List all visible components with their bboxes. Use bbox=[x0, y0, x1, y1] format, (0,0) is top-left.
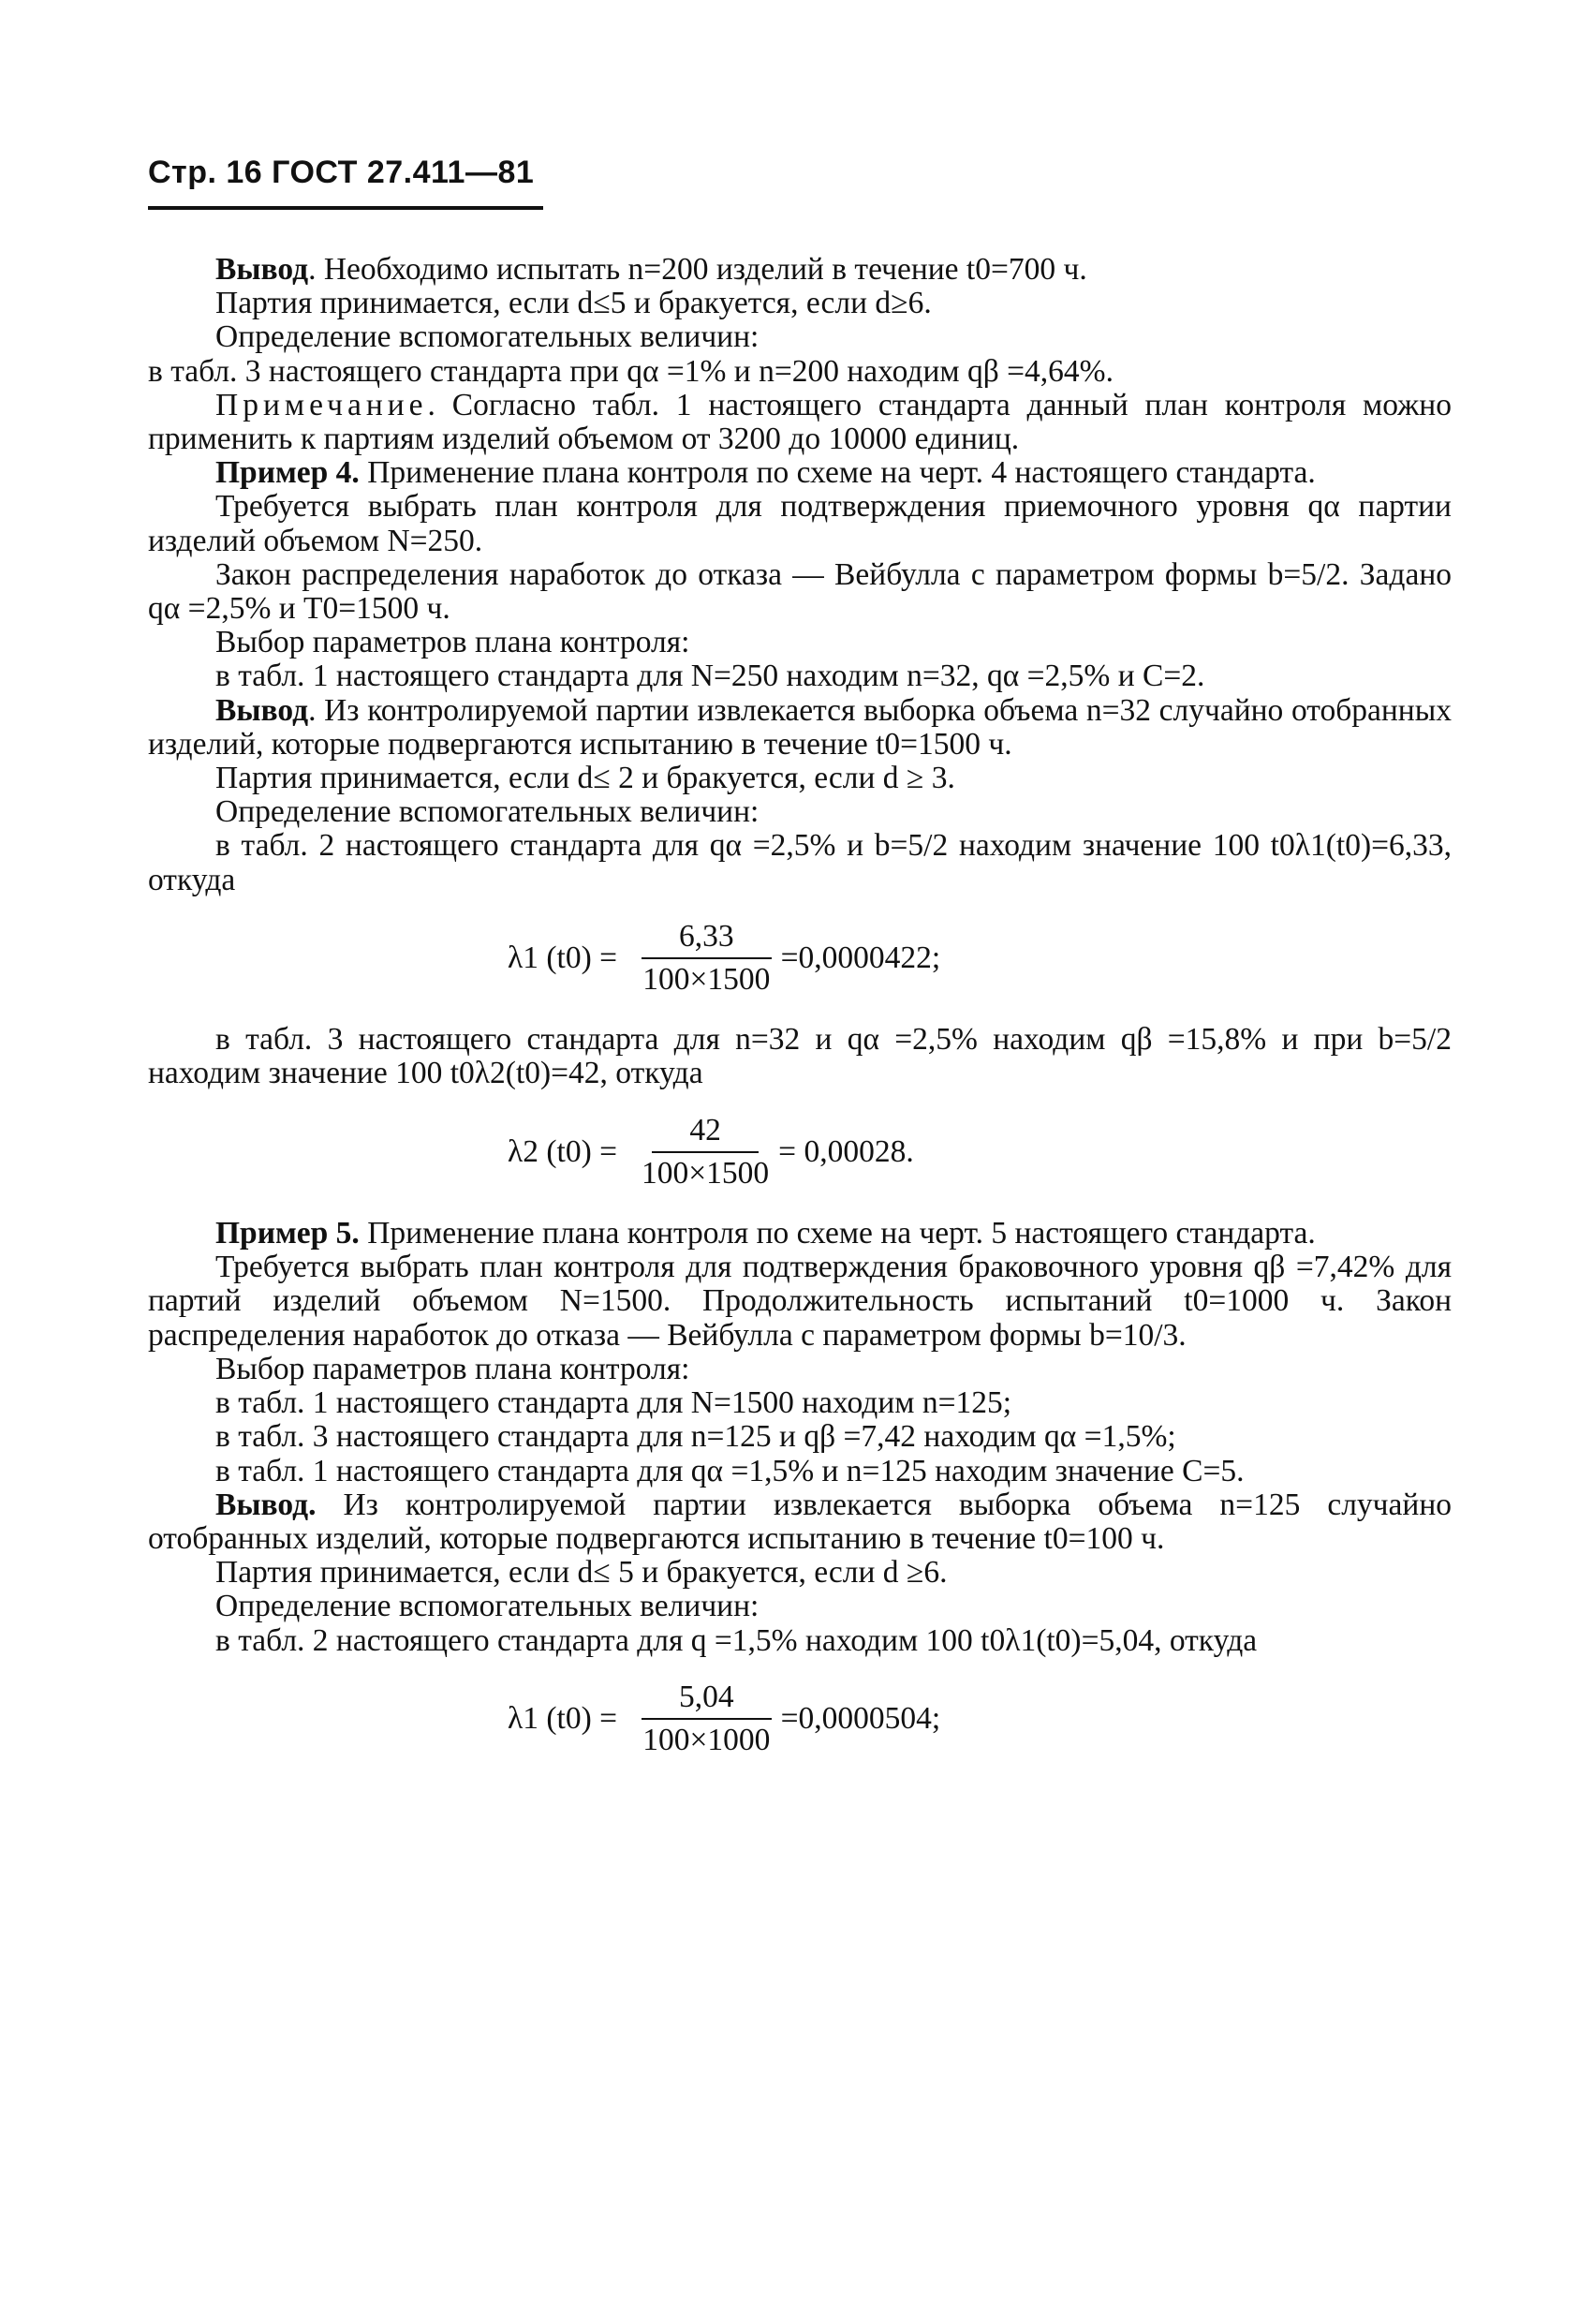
example-5-lead: Пример 5. bbox=[215, 1216, 360, 1251]
formula-lhs: λ1 (t0) = bbox=[508, 940, 618, 975]
parameter-selection-label-1: Выбор параметров плана контроля: bbox=[215, 625, 690, 660]
example-4-lead: Пример 4. bbox=[215, 455, 360, 491]
conclusion-1-lead: Вывод bbox=[215, 252, 309, 287]
conclusion-2 bbox=[148, 694, 1452, 762]
example-5-title: Применение плана контроля по схеме на черт. 5 настоящего стандарта. bbox=[359, 1216, 1316, 1251]
formula-numerator: 5,04 bbox=[642, 1680, 772, 1720]
formula-fraction bbox=[642, 1114, 769, 1191]
formula-numerator: 42 bbox=[652, 1114, 759, 1153]
note-text: . Согласно табл. 1 настоящего стандарта данный план контроля можно применить к партиям изделий объемом от 3200 до 10000 единиц. bbox=[148, 387, 1452, 457]
formula-denominator: 100×1500 bbox=[642, 962, 771, 998]
aux-values-label-1: Определение вспомогательных величин: bbox=[215, 319, 760, 355]
example-5-heading bbox=[148, 1217, 1452, 1251]
acceptance-rule-3: Партия принимается, если d≤ 5 и бракуется, если d ≥6. bbox=[215, 1555, 948, 1591]
page-header: Стр. 16 ГОСТ 27.411—81 bbox=[148, 155, 535, 190]
conclusion-2-lead: Вывод bbox=[215, 692, 309, 728]
formula-fraction bbox=[642, 920, 772, 997]
example-4-table-1: в табл. 1 настоящего стандарта для N=250 находим n=32, qα =2,5% и C=2. bbox=[215, 659, 1205, 694]
example-4-table-2: в табл. 2 настоящего стандарта для qα =2,5% и b=5/2 находим значение 100 t0λ1(t0)=6,33, откуда bbox=[148, 828, 1452, 897]
acceptance-rule-2: Партия принимается, если d≤ 2 и бракуется, если d ≥ 3. bbox=[215, 761, 955, 796]
formula-numerator: 6,33 bbox=[642, 920, 772, 959]
example-5-table-3: в табл. 3 настоящего стандарта для n=125 и qβ =7,42 находим qα =1,5%; bbox=[215, 1419, 1176, 1455]
formula-fraction bbox=[642, 1680, 772, 1757]
note-paragraph bbox=[148, 389, 1452, 456]
example-4-heading bbox=[148, 456, 1452, 490]
acceptance-rule-1: Партия принимается, если d≤5 и бракуется, если d≥6. bbox=[215, 286, 932, 321]
formula-result: =0,0000422; bbox=[780, 940, 941, 975]
parameter-selection-label-2: Выбор параметров плана контроля: bbox=[215, 1351, 690, 1386]
formula-lhs: λ2 (t0) = bbox=[508, 1133, 618, 1169]
conclusion-2-text: . Из контролируемой партии извлекается выборка объема n=32 случайно отобранных изделий, которые подвергаются испытанию в течение t0=1500 ч. bbox=[148, 692, 1452, 762]
formula-lambda1-ex4 bbox=[508, 920, 1452, 997]
formula-denominator: 100×1000 bbox=[642, 1722, 771, 1757]
example-4-requirement: Требуется выбрать план контроля для подтверждения приемочного уровня qα партии изделий объемом N=250. bbox=[148, 489, 1452, 558]
aux-values-label-2: Определение вспомогательных величин: bbox=[215, 794, 760, 830]
example-4-table-3: в табл. 3 настоящего стандарта для n=32 и qα =2,5% находим qβ =15,8% и при b=5/2 находим значение 100 t0λ2(t0)=42, откуда bbox=[148, 1022, 1452, 1091]
formula-lambda1-ex5 bbox=[508, 1680, 1452, 1757]
example-5-table-1: в табл. 1 настоящего стандарта для N=1500 находим n=125; bbox=[215, 1385, 1012, 1421]
page-body bbox=[148, 253, 1452, 1784]
conclusion-1 bbox=[148, 253, 1452, 287]
header-rule bbox=[148, 206, 543, 210]
aux-values-label-3: Определение вспомогательных величин: bbox=[215, 1589, 760, 1624]
formula-result: =0,0000504; bbox=[780, 1700, 941, 1736]
example-5-table-2: в табл. 2 настоящего стандарта для q =1,5% находим 100 t0λ1(t0)=5,04, откуда bbox=[215, 1622, 1258, 1658]
conclusion-3-lead: Вывод. bbox=[215, 1487, 317, 1522]
formula-lambda2-ex4 bbox=[508, 1114, 1452, 1191]
example-5-requirement: Требуется выбрать план контроля для подтверждения браковочного уровня qβ =7,42% для партий изделий объемом N=1500. Продолжительность испытаний t0=1000 ч. Закон распределения наработок до отказа — Вейбулла с параметром формы b=10/3. bbox=[148, 1250, 1452, 1353]
conclusion-1-text: . Необходимо испытать n=200 изделий в течение t0=700 ч. bbox=[308, 252, 1087, 287]
note-lead: Примечание bbox=[215, 387, 428, 422]
formula-result: = 0,00028. bbox=[778, 1133, 914, 1169]
example-5-table-1b: в табл. 1 настоящего стандарта для qα =1,5% и n=125 находим значение C=5. bbox=[215, 1453, 1245, 1488]
conclusion-3-text: Из контролируемой партии извлекается выборка объема n=125 случайно отобранных изделий, которые подвергаются испытанию в течение t0=100 ч. bbox=[148, 1487, 1452, 1556]
formula-denominator: 100×1500 bbox=[642, 1155, 770, 1191]
aux-values-line-1: в табл. 3 настоящего стандарта при qα =1% и n=200 находим qβ =4,64%. bbox=[148, 353, 1114, 389]
example-4-title: Применение плана контроля по схеме на черт. 4 настоящего стандарта. bbox=[359, 455, 1316, 491]
formula-lhs: λ1 (t0) = bbox=[508, 1700, 618, 1736]
conclusion-3 bbox=[148, 1488, 1452, 1556]
example-4-distribution: Закон распределения наработок до отказа — Вейбулла с параметром формы b=5/2. Задано qα =2,5% и T0=1500 ч. bbox=[148, 556, 1452, 627]
